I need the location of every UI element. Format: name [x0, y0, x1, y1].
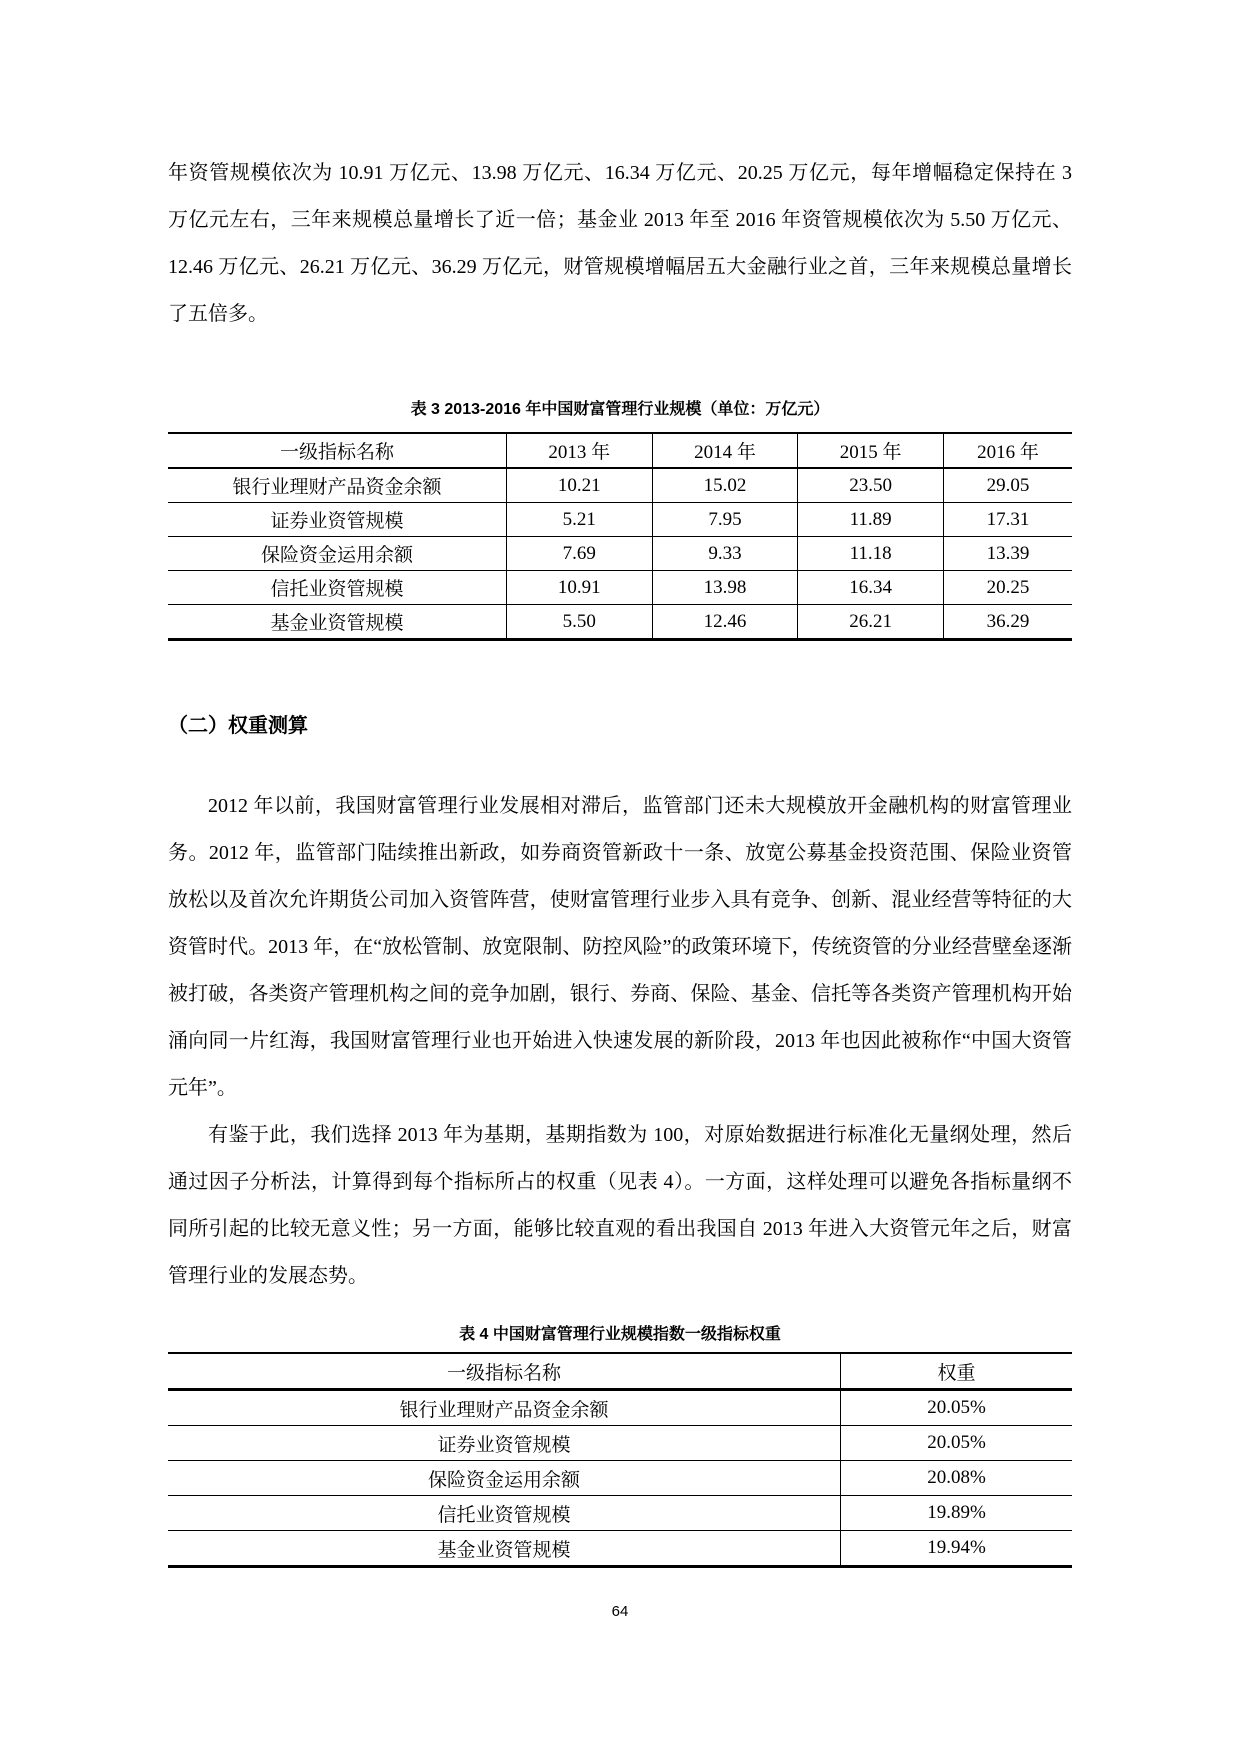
table-cell: 15.02 [652, 468, 798, 503]
table-cell: 保险资金运用余额 [168, 537, 506, 571]
table-cell: 证券业资管规模 [168, 503, 506, 537]
table-cell: 20.08% [841, 1461, 1072, 1496]
table3-header-cell: 一级指标名称 [168, 433, 506, 468]
table-row [168, 1496, 1072, 1531]
table-cell: 16.34 [798, 571, 944, 605]
table4-header-row [168, 1353, 1072, 1390]
table3 [168, 432, 1072, 641]
table3-header-cell: 2013 年 [506, 433, 652, 468]
table-row [168, 1390, 1072, 1426]
table-cell: 证券业资管规模 [168, 1426, 841, 1461]
table3-caption: 表 3 2013-2016 年中国财富管理行业规模（单位：万亿元） [410, 401, 830, 418]
table-row [168, 1426, 1072, 1461]
table4-header-cell: 一级指标名称 [168, 1353, 841, 1390]
table-cell: 13.39 [943, 537, 1072, 571]
table-row [168, 1461, 1072, 1496]
table-cell: 19.94% [841, 1531, 1072, 1567]
table4-header-cell: 权重 [841, 1353, 1072, 1390]
table-cell: 5.50 [506, 605, 652, 640]
table3-header-row [168, 433, 1072, 468]
table-cell: 20.05% [841, 1426, 1072, 1461]
table-cell: 23.50 [798, 468, 944, 503]
table-cell: 20.25 [943, 571, 1072, 605]
table-cell: 信托业资管规模 [168, 571, 506, 605]
table-cell: 36.29 [943, 605, 1072, 640]
table-cell: 9.33 [652, 537, 798, 571]
paragraph-3: 有鉴于此，我们选择 2013 年为基期，基期指数为 100，对原始数据进行标准化无量纲处理，然后通过因子分析法，计算得到每个指标所占的权重（见表 4）。一方面，这样处理可以避免各指标量纲不同所引起的比较无意义性；另一方面，能够比较直观的看出我国自 2013 年进入大资管元年之后，财富管理行业的发展态势。 [168, 1124, 1072, 1287]
table-cell: 29.05 [943, 468, 1072, 503]
table-row [168, 537, 1072, 571]
table4-caption: 表 4 中国财富管理行业规模指数一级指标权重 [459, 1326, 781, 1343]
table-cell: 17.31 [943, 503, 1072, 537]
table-cell: 基金业资管规模 [168, 605, 506, 640]
table-row [168, 468, 1072, 503]
table-row [168, 605, 1072, 640]
table-cell: 12.46 [652, 605, 798, 640]
table-cell: 7.95 [652, 503, 798, 537]
table-cell: 基金业资管规模 [168, 1531, 841, 1567]
table-cell: 7.69 [506, 537, 652, 571]
table3-header-cell: 2014 年 [652, 433, 798, 468]
table-cell: 13.98 [652, 571, 798, 605]
table-row [168, 503, 1072, 537]
table-row [168, 571, 1072, 605]
table-cell: 10.21 [506, 468, 652, 503]
table-cell: 20.05% [841, 1390, 1072, 1426]
table-cell: 信托业资管规模 [168, 1496, 841, 1531]
table4 [168, 1352, 1072, 1568]
table3-header-cell: 2015 年 [798, 433, 944, 468]
table-cell: 11.18 [798, 537, 944, 571]
table-cell: 26.21 [798, 605, 944, 640]
page-number: 64 [611, 1603, 629, 1620]
table-cell: 5.21 [506, 503, 652, 537]
paragraph-2: 2012 年以前，我国财富管理行业发展相对滞后，监管部门还未大规模放开金融机构的财富管理业务。2012 年，监管部门陆续推出新政，如券商资管新政十一条、放宽公募基金投资范围、保险业资管放松以及首次允许期货公司加入资管阵营，使财富管理行业步入具有竞争、创新、混业经营等特征的大资管时代。2013 年，在“放松管制、放宽限制、防控风险”的政策环境下，传统资管的分业经营壁垒逐渐被打破，各类资产管理机构之间的竞争加剧，银行、券商、保险、基金、信托等各类资产管理机构开始涌向同一片红海，我国财富管理行业也开始进入快速发展的新阶段，2013 年也因此被称作“中国大资管元年”。 [168, 795, 1072, 1099]
section-heading: （二）权重测算 [168, 715, 308, 737]
table-cell: 银行业理财产品资金余额 [168, 468, 506, 503]
table-cell: 银行业理财产品资金余额 [168, 1390, 841, 1426]
table-cell: 19.89% [841, 1496, 1072, 1531]
table-cell: 10.91 [506, 571, 652, 605]
table-row [168, 1531, 1072, 1567]
paragraph-1: 年资管规模依次为 10.91 万亿元、13.98 万亿元、16.34 万亿元、20.25 万亿元，每年增幅稳定保持在 3 万亿元左右，三年来规模总量增长了近一倍；基金业 2013 年至 2016 年资管规模依次为 5.50 万亿元、12.46 万亿元、26.21 万亿元、36.29 万亿元，财管规模增幅居五大金融行业之首，三年来规模总量增长了五倍多。 [168, 162, 1072, 325]
table-cell: 11.89 [798, 503, 944, 537]
table3-header-cell: 2016 年 [943, 433, 1072, 468]
table-cell: 保险资金运用余额 [168, 1461, 841, 1496]
